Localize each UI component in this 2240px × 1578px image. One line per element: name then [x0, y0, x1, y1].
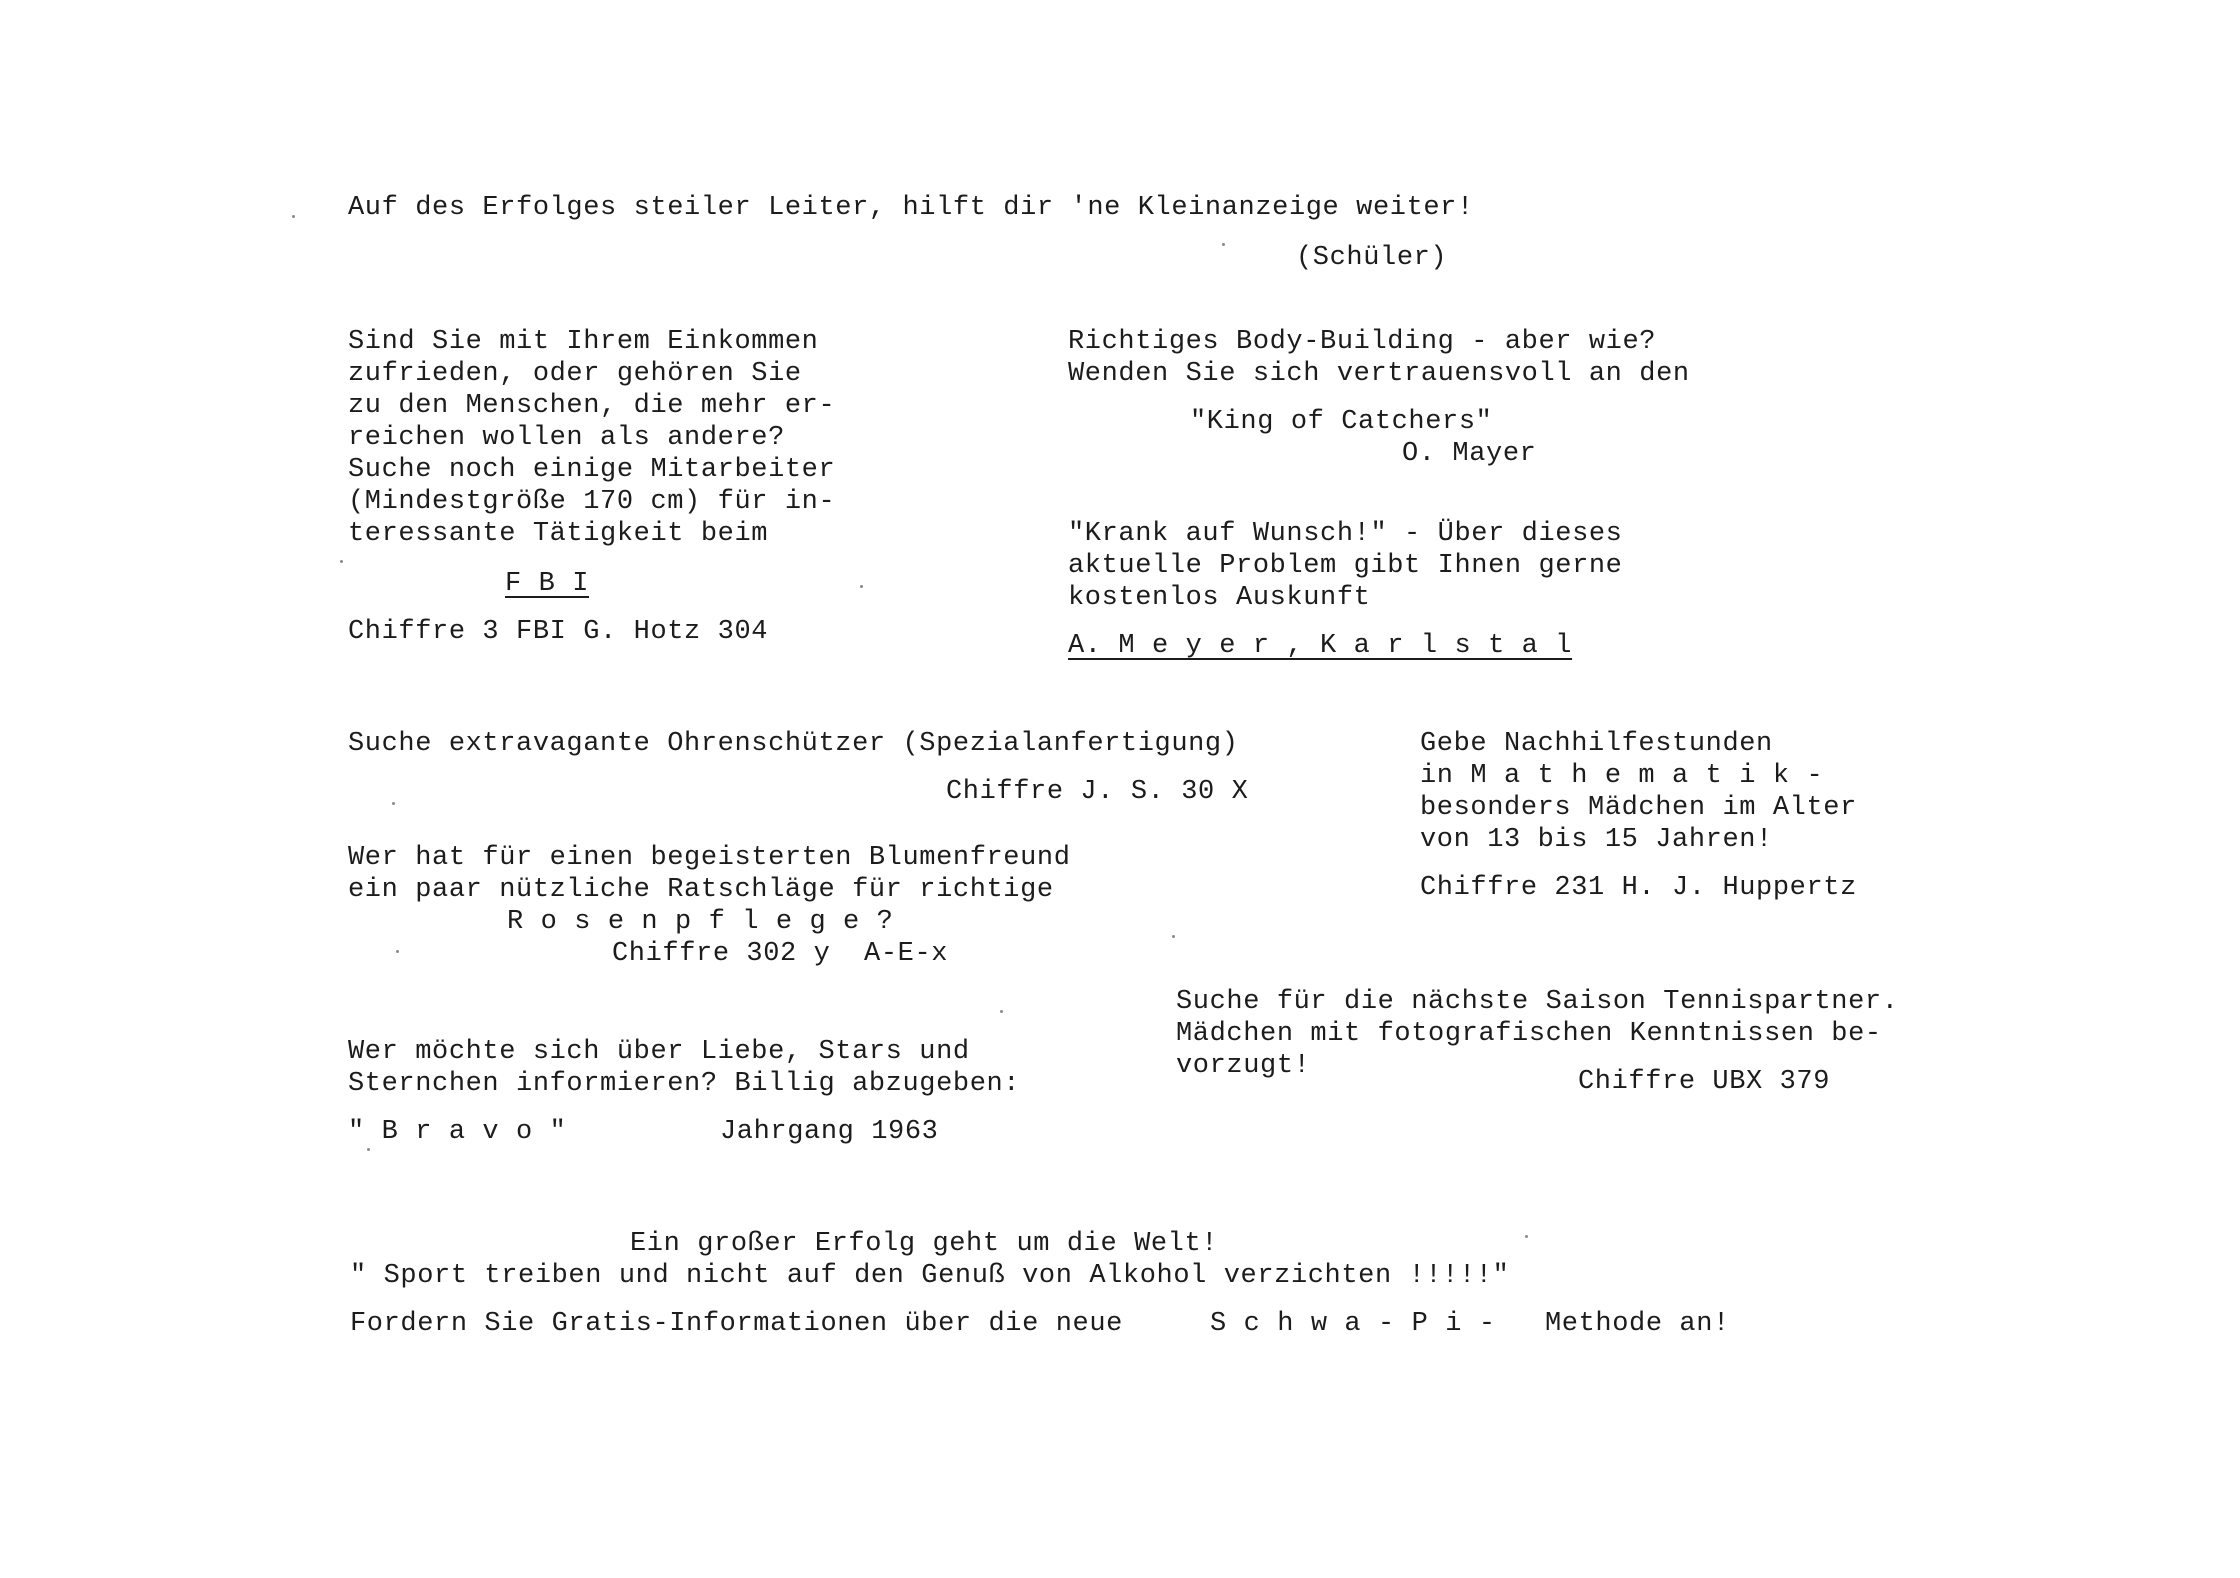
ad-emphasis: R o s e n p f l e g e ? — [507, 907, 894, 937]
ad-line: zu den Menschen, die mehr er- — [348, 391, 836, 421]
ad-line: Methode an! — [1545, 1309, 1730, 1339]
paper-speck — [1525, 1235, 1528, 1238]
ad-line: Wer möchte sich über Liebe, Stars und — [348, 1037, 970, 1067]
ad-line: (Mindestgröße 170 cm) für in- — [348, 487, 836, 517]
ad-chiffre: Chiffre 231 H. J. Huppertz — [1420, 873, 1857, 903]
paper-speck — [396, 950, 399, 953]
ad-line: vorzugt! — [1176, 1051, 1311, 1081]
ad-line: ein paar nützliche Ratschläge für richtige — [348, 875, 1054, 905]
motto-author: (Schüler) — [1296, 243, 1448, 273]
ad-line: Fordern Sie Gratis-Informationen über die neue — [350, 1309, 1123, 1339]
paper-speck — [1222, 243, 1225, 246]
paper-speck — [860, 585, 863, 588]
ad-line: aktuelle Problem gibt Ihnen gerne — [1068, 551, 1623, 581]
ad-line: Ein großer Erfolg geht um die Welt! — [630, 1229, 1219, 1259]
paper-speck — [1000, 1010, 1003, 1013]
ad-method: S c h w a - P i - — [1210, 1309, 1496, 1339]
ad-line: "Krank auf Wunsch!" - Über dieses — [1068, 519, 1623, 549]
ad-chiffre: Chiffre 3 FBI G. Hotz 304 — [348, 617, 769, 647]
ad-line: Gebe Nachhilfestunden — [1420, 729, 1773, 759]
ad-name: O. Mayer — [1402, 439, 1537, 469]
ad-line: kostenlos Auskunft — [1068, 583, 1371, 613]
ad-title: " B r a v o " — [348, 1117, 567, 1147]
ad-line: Mädchen mit fotografischen Kenntnissen be- — [1176, 1019, 1882, 1049]
ad-year: Jahrgang 1963 — [720, 1117, 939, 1147]
ad-emphasis: F B I — [505, 569, 590, 599]
ad-line: Suche extravagante Ohrenschützer (Spezialanfertigung) — [348, 729, 1239, 759]
motto: Auf des Erfolges steiler Leiter, hilft dir 'ne Kleinanzeige weiter! — [348, 193, 1474, 223]
ad-line: teressante Tätigkeit beim — [348, 519, 769, 549]
ad-line: Sind Sie mit Ihrem Einkommen — [348, 327, 819, 357]
ad-line: von 13 bis 15 Jahren! — [1420, 825, 1773, 855]
ad-line: besonders Mädchen im Alter — [1420, 793, 1857, 823]
ad-line: " Sport treiben und nicht auf den Genuß von Alkohol verzichten !!!!!" — [350, 1261, 1510, 1291]
ad-chiffre: Chiffre J. S. 30 X — [946, 777, 1249, 807]
paper-speck — [392, 802, 395, 805]
ad-line: Suche für die nächste Saison Tennispartner. — [1176, 987, 1899, 1017]
ad-line: zufrieden, oder gehören Sie — [348, 359, 802, 389]
paper-speck — [367, 1148, 370, 1151]
ad-name: "King of Catchers" — [1190, 407, 1493, 437]
ad-line: Suche noch einige Mitarbeiter — [348, 455, 836, 485]
ad-line: Wer hat für einen begeisterten Blumenfreund — [348, 843, 1071, 873]
ad-line: in M a t h e m a t i k - — [1420, 761, 1824, 791]
paper-speck — [340, 560, 343, 563]
ad-line: Sternchen informieren? Billig abzugeben: — [348, 1069, 1021, 1099]
ad-line: Richtiges Body-Building - aber wie? — [1068, 327, 1657, 357]
ad-line: Wenden Sie sich vertrauensvoll an den — [1068, 359, 1690, 389]
ad-chiffre: Chiffre 302 y A-E-x — [612, 939, 949, 969]
ad-signature: A. M e y e r , K a r l s t a l — [1068, 631, 1573, 661]
paper-speck — [1172, 935, 1175, 938]
ad-line: reichen wollen als andere? — [348, 423, 785, 453]
paper-speck — [292, 215, 295, 218]
ad-chiffre: Chiffre UBX 379 — [1578, 1067, 1831, 1097]
